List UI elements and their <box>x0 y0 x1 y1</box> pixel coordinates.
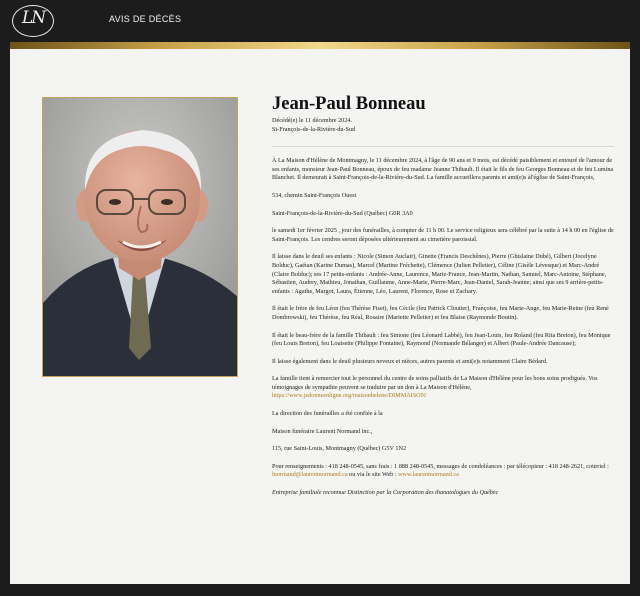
email-link[interactable]: lnormand@laurentnormand.ca <box>272 471 348 479</box>
contact-text-web: ou via le site Web : <box>349 471 397 479</box>
content-divider <box>272 146 614 147</box>
deceased-name: Jean-Paul Bonneau <box>272 94 426 114</box>
thanks-text: La famille tient à remercier tout le personnel du centre de soins palliatifs de La Maison d'Hélène pour les bons soins prodigués. Vos témoignages de sympathie peuvent se traduire par un don à La Maison d'Hélène, <box>272 375 598 391</box>
funeral-direction: La direction des funérailles a été confiée à la <box>272 410 383 418</box>
funeral-details: le samedi 1er février 2025 , jour des funérailles, à compter de 11 h 00. Le service religieux sera célébré par la suite à 14 h 00 en l'église de Saint-François. Les cendres seront déposées ultérieurement au cimetière paroissial. <box>272 227 614 243</box>
family-siblings: Il était le frère de feu Léon (feu Thérèse Fiset), feu Cécile (feu Patrick Cloutier), Françoise, feu Marie-Ange, feu Marie-Reine (feu René Dombrowski), feu Thérèse, feu Réal, Rosaire (Mariette Pelletier) et feu Blaise (Raymonde Boutin). <box>272 305 609 321</box>
family-in-laws: Il était le beau-frère de la famille Thibault : feu Simone (feu Léonard Labbé), feu Jean-Louis, feu Roland (feu Rita Breton), feu Monique (feu Louis Breton), feu Louisette (Philippe Fontaine), Raymond (Normande Bélanger) et Albert (Paule-Andrée Dancause); <box>272 331 611 348</box>
residence-place: St-François-de-la-Rivière-du-Sud <box>272 125 356 133</box>
death-date: Décédé(e) le 11 décembre 2024. <box>272 117 352 124</box>
church-city: Saint-François-de-la-Rivière-du-Sud (Québec) G0R 3A0 <box>272 209 413 217</box>
top-bar <box>0 0 640 42</box>
obituary-panel <box>10 49 630 584</box>
thanks-paragraph <box>272 375 614 401</box>
logo-text: LN <box>21 8 45 28</box>
portrait-illustration <box>43 98 238 377</box>
logo[interactable] <box>12 5 54 37</box>
donation-link[interactable]: https://www.jedonneenligne.org/maisonhelene/DIMMAISON/ <box>272 392 427 400</box>
funeral-home-address: 115, rue Saint-Louis, Montmagny (Québec) G5V 1N2 <box>272 445 407 453</box>
church-address: 534, chemin Saint-François Ouest <box>272 191 357 199</box>
nav-obituaries-link[interactable]: AVIS DE DÉCÈS <box>109 14 182 24</box>
family-others: Il laisse également dans le deuil plusieurs neveux et nièces, autres parents et ami(e)s notamment Claire Bédard. <box>272 357 548 365</box>
portrait-photo <box>42 97 238 377</box>
gold-divider <box>10 42 630 49</box>
contact-info <box>272 463 614 480</box>
funeral-home-name: Maison funéraire Laurent Normand inc., <box>272 427 373 435</box>
contact-text: Pour renseignements : 418 248-0545, sans frais : 1 888 248-0545, messages de condoléances : par télécopieur : 418 248-2621, courriel : <box>272 462 609 470</box>
obituary-paragraph: À La Maison d'Hélène de Montmagny, le 11 décembre 2024, à l'âge de 90 ans et 9 mois, est décédé paisiblement et entouré de l'amour de ses enfants, monsieur Jean-Paul Bonneau, époux de feu madame Jeanne Thibault. Il était le fils de feu Georges Bonneau et de feu Lumina Blanchet. Il demeurait à Saint-François-de-la-Rivière-du-Sud. La famille accueillera parents et ami(e)s àl'église de Saint-François, <box>272 157 614 182</box>
distinction-tagline: Entreprise familiale reconnue Distinction par la Corporation des thanatologues du Québec <box>272 489 499 497</box>
family-children: Il laisse dans le deuil ses enfants : Nicole (Simon Auclair), Ginette (Francis Deschênes), Pierre (Ghislaine Dubé), Gilbert (Jocelyne Bolduc), Gaétan (Karine Dumas), Marcel (Martine Fréchette), Clémence (Julien Pelletier), Céline (Gisèle Lévesque) et Marc-André (Claire Bolduc); ses 17 petits-enfants : Andrée-Anne, Laurence, Marie-France, Jean-Martin, Nathan, Samuel, Marc-Antoine, Stéphane, Sébastien, Audrey, Mathieu, Jonathan, Guillaume, Anne-Marie, Pierre-Marc, Jean-Daniel, Sarah-Jeanne; ainsi que ses 9 arrière-petits-enfants : Agathe, Margot, Laura, Étienne, Léo, Laurent, Florence, Rose et Zachary. <box>272 253 607 295</box>
website-link[interactable]: www.laurentnormand.ca <box>398 471 459 479</box>
obituary-content <box>272 93 614 507</box>
